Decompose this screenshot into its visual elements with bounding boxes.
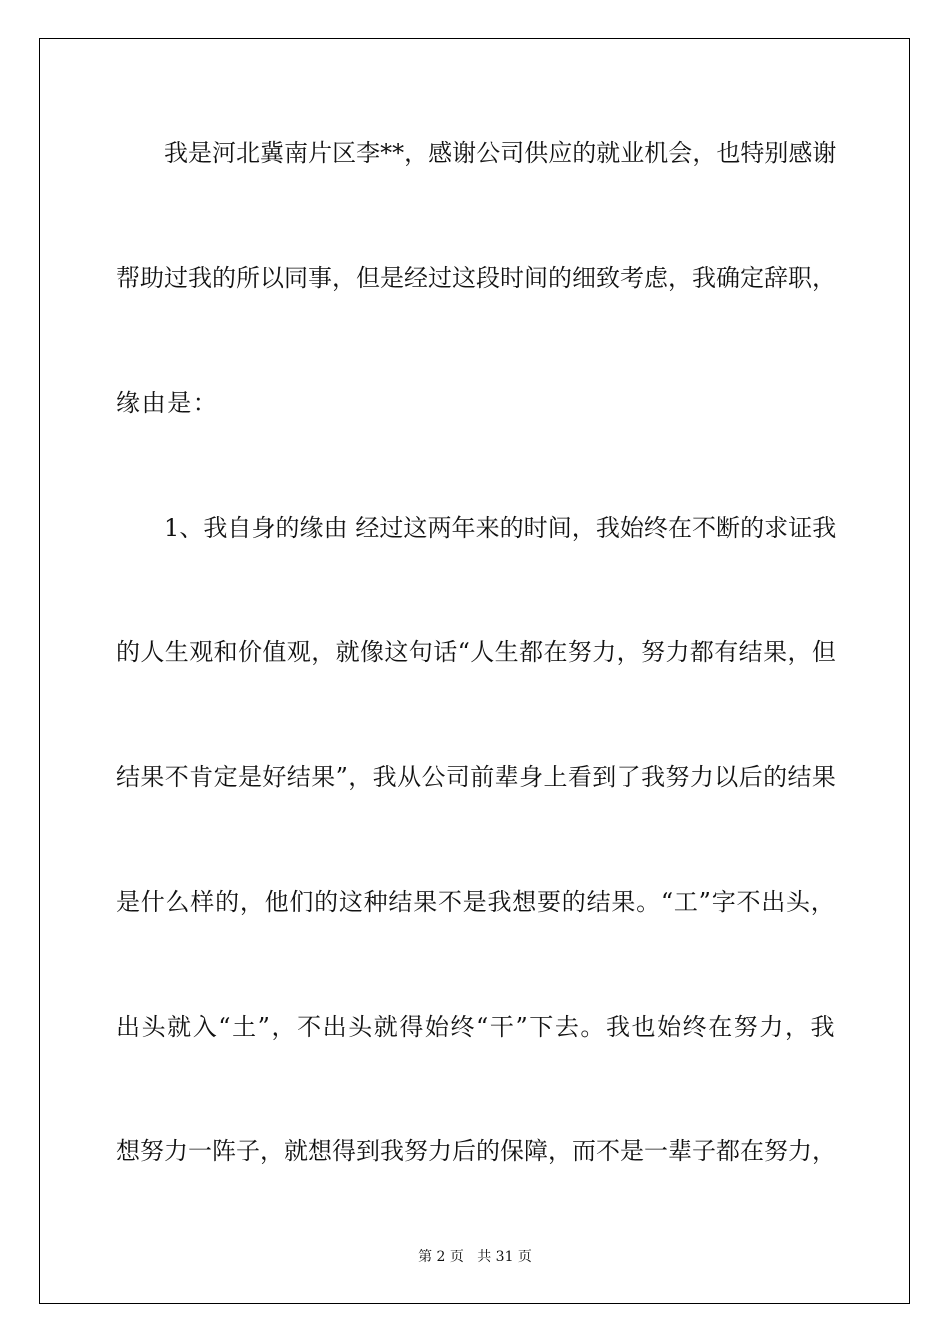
page-border — [39, 38, 910, 1304]
paragraph-line: 帮助过我的所以同事，但是经过这段时间的细致考虑，我确定辞职， — [116, 264, 836, 292]
page-number-footer: 第 2 页 共 31 页 — [418, 1249, 532, 1265]
paragraph-line: 结果不肯定是好结果”，我从公司前辈身上看到了我努力以后的结果 — [116, 763, 837, 791]
paragraph-line: 想努力一阵子，就想得到我努力后的保障，而不是一辈子都在努力， — [116, 1137, 836, 1165]
paragraph-line: 1、我自身的缘由 经过这两年来的时间，我始终在不断的求证我 — [164, 514, 837, 542]
paragraph-line: 的人生观和价值观，就像这句话“人生都在努力，努力都有结果，但 — [116, 638, 837, 666]
paragraph-line: 我是河北冀南片区李**，感谢公司供应的就业机会，也特别感谢 — [164, 139, 837, 167]
paragraph-line: 出头就入“土”，不出头就得始终“干”下去。我也始终在努力，我 — [116, 1013, 837, 1041]
paragraph-line: 缘由是： — [116, 389, 219, 417]
paragraph-line: 是什么样的，他们的这种结果不是我想要的结果。“工”字不出头， — [116, 888, 836, 916]
